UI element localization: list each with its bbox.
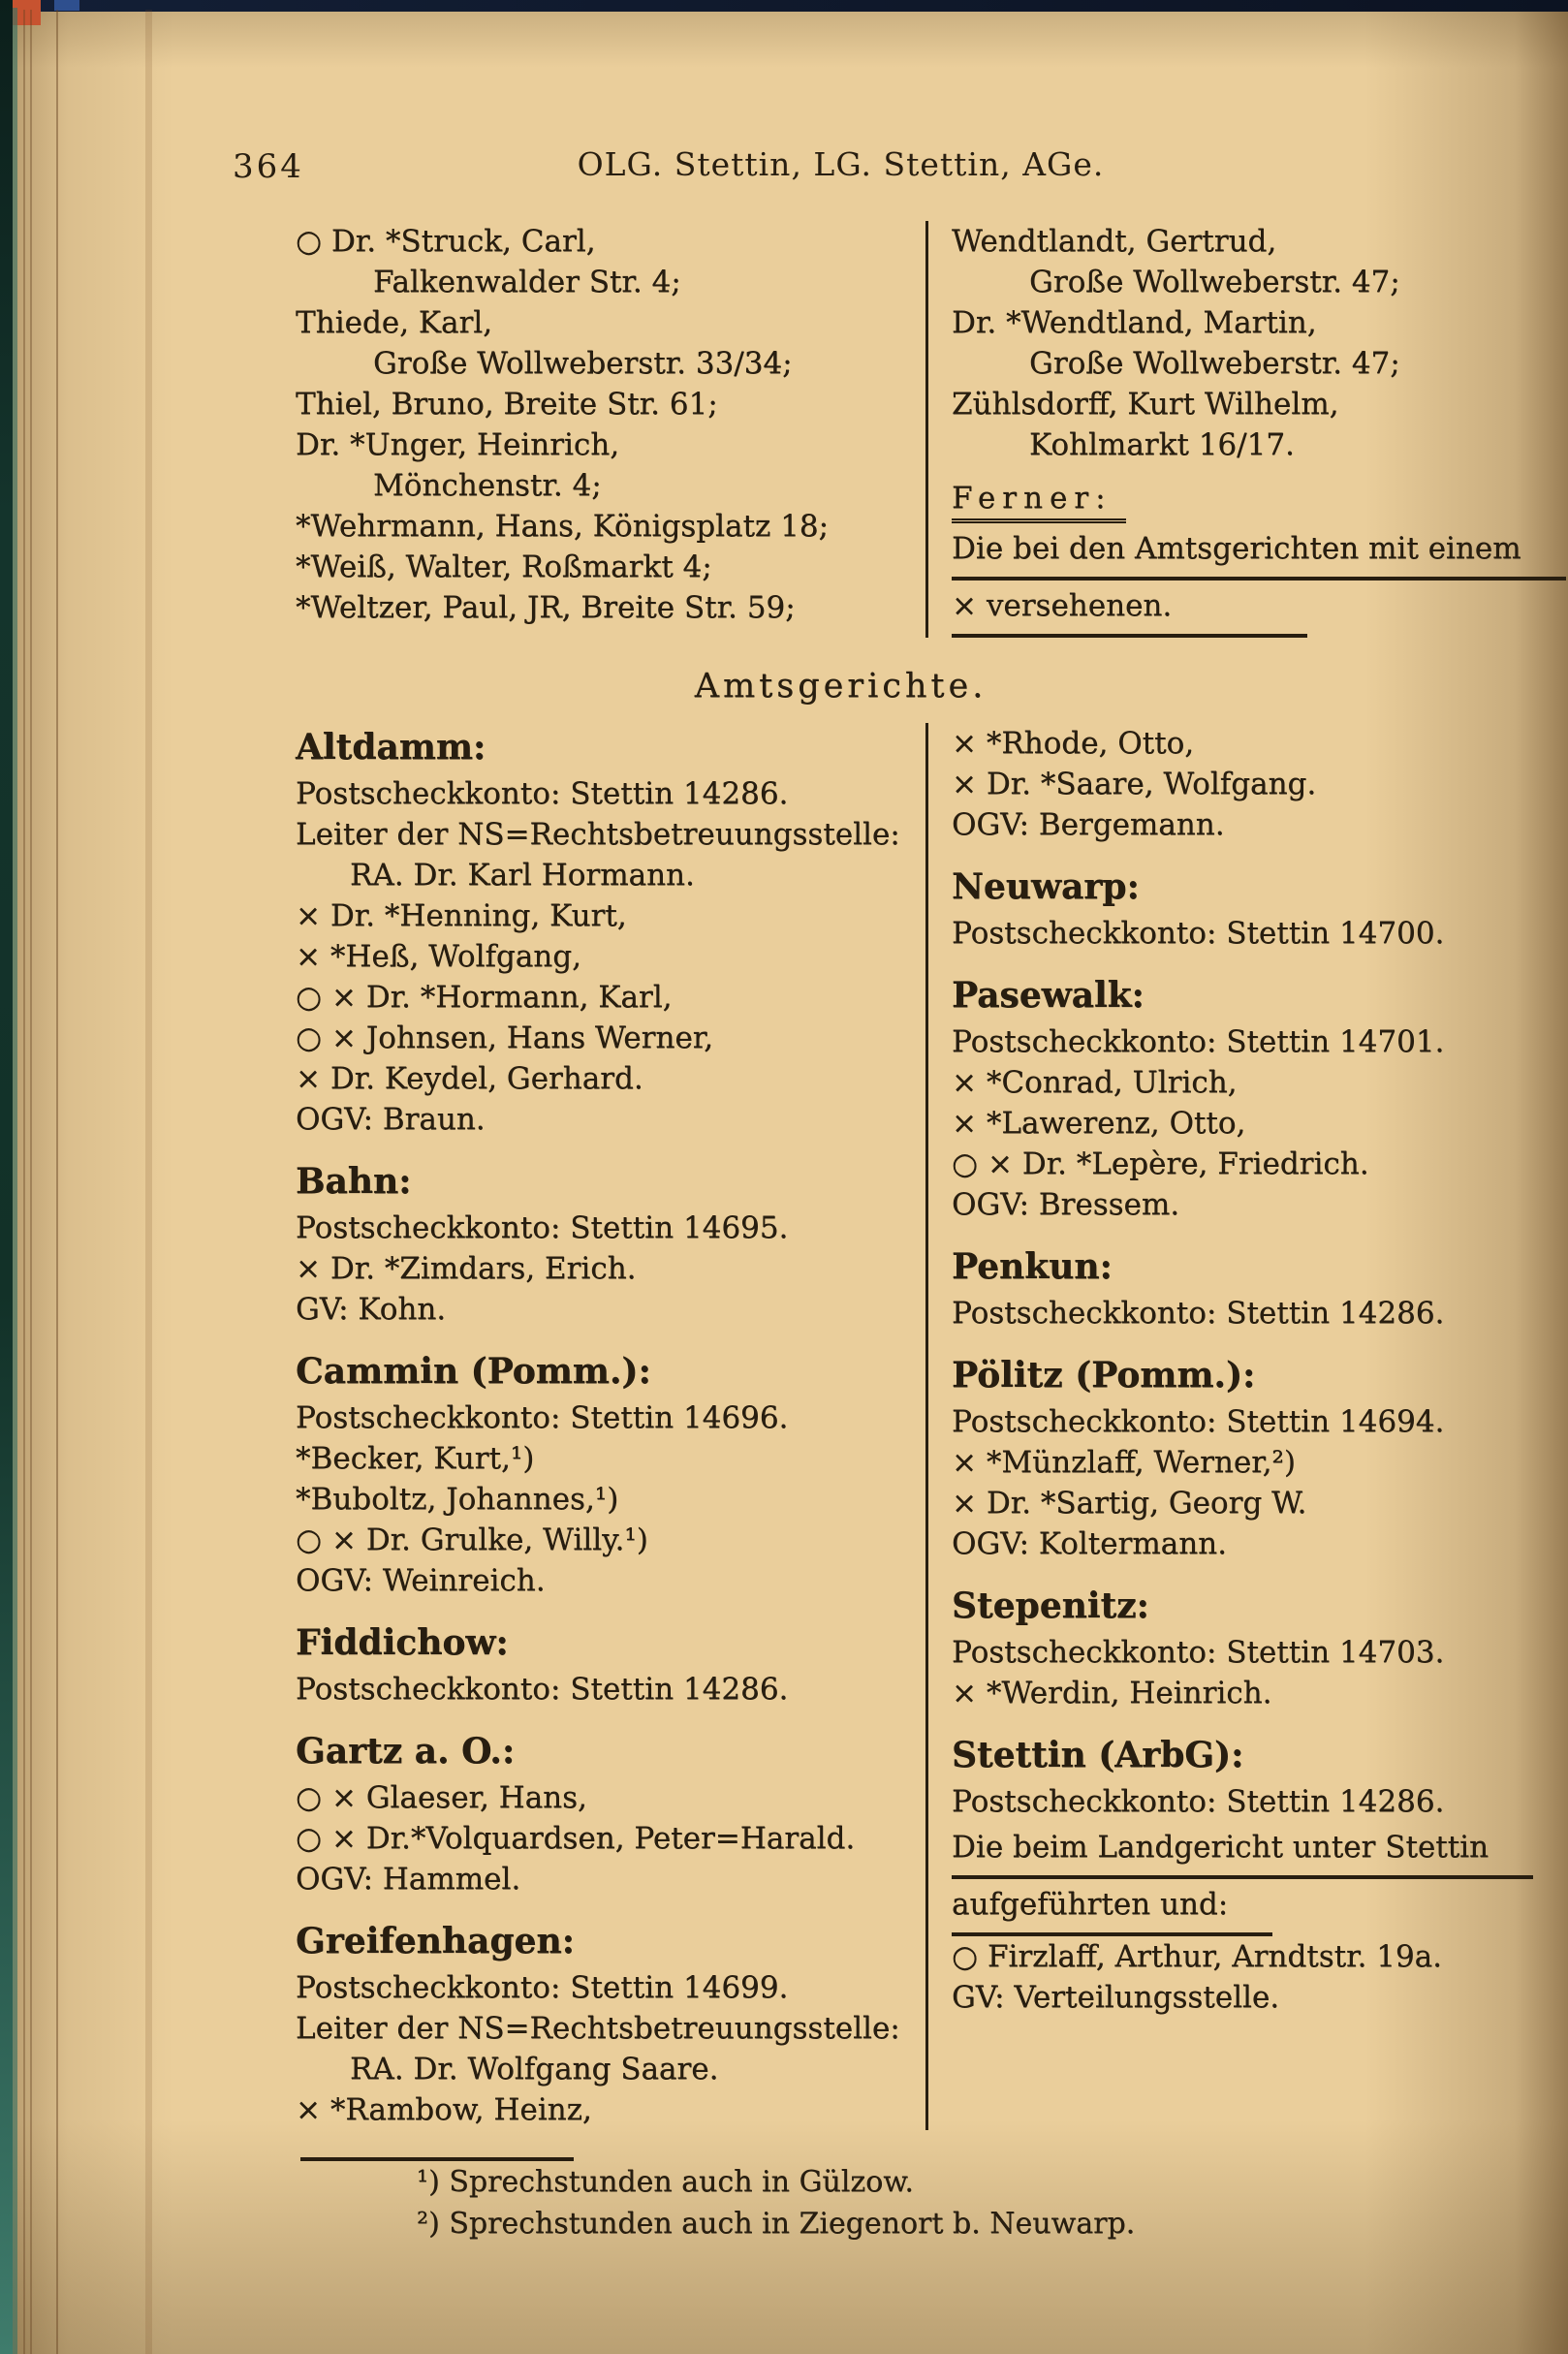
court-title: Neuwarp: xyxy=(952,866,1140,907)
court-line xyxy=(952,1879,1541,1936)
court-line: ○ × Dr. *Lepère, Friedrich. xyxy=(952,1146,1369,1181)
court-line: ○ Firzlaff, Arthur, Arndtstr. 19a. xyxy=(952,1939,1442,1974)
footnote-line: ¹) Sprechstunden auch in Gülzow. xyxy=(417,2165,914,2199)
lawyer-entry: Wendtlandt, Gertrud, xyxy=(952,224,1277,259)
court-section-poelitz xyxy=(952,1353,1541,1564)
note-underlined-text: × versehenen. xyxy=(952,581,1307,638)
lawyer-column-right xyxy=(928,221,1566,638)
book-binding-edge-inner xyxy=(13,8,17,2354)
court-line xyxy=(952,1822,1541,1879)
book-binding-edge xyxy=(0,0,13,2354)
court-section-altdamm xyxy=(296,725,925,1140)
court-line: Postscheckkonto: Stettin 14700. xyxy=(952,916,1445,951)
court-line: × Dr. *Sartig, Georg W. xyxy=(952,1486,1307,1521)
lawyer-entry: *Weltzer, Paul, JR, Breite Str. 59; xyxy=(296,590,796,625)
court-section-continuation xyxy=(952,723,1541,845)
court-title: Gartz a. O.: xyxy=(296,1731,516,1772)
court-line: × *Lawerenz, Otto, xyxy=(952,1106,1246,1141)
court-line: *Buboltz, Johannes,¹) xyxy=(296,1482,619,1517)
court-line: OGV: Braun. xyxy=(296,1102,486,1137)
court-title: Stepenitz: xyxy=(952,1585,1149,1626)
underlined-text: aufgeführten und: xyxy=(952,1879,1272,1936)
lawyer-entry: Thiede, Karl, xyxy=(296,305,493,340)
court-line: OGV: Koltermann. xyxy=(952,1526,1227,1561)
footnote-line: ²) Sprechstunden auch in Ziegenort b. Neuwarp. xyxy=(417,2207,1136,2241)
court-line: Postscheckkonto: Stettin 14703. xyxy=(952,1635,1445,1670)
note-line xyxy=(952,581,1566,638)
court-line: Postscheckkonto: Stettin 14699. xyxy=(296,1970,789,2005)
court-title: Penkun: xyxy=(952,1246,1113,1287)
court-line: GV: Kohn. xyxy=(296,1292,447,1327)
court-line: *Becker, Kurt,¹) xyxy=(296,1441,535,1476)
court-line: ○ × Johnsen, Hans Werner, xyxy=(296,1020,714,1055)
court-line: Postscheckkonto: Stettin 14286. xyxy=(952,1784,1445,1819)
court-section-greifenhagen xyxy=(296,1919,925,2130)
court-line: × Dr. *Saare, Wolfgang. xyxy=(952,767,1317,801)
court-title: Altdamm: xyxy=(296,727,486,768)
court-line: × *Heß, Wolfgang, xyxy=(296,939,581,974)
court-column-right xyxy=(928,723,1541,2130)
court-line: × *Rhode, Otto, xyxy=(952,726,1195,761)
court-line: OGV: Bergemann. xyxy=(952,807,1225,842)
court-line: Postscheckkonto: Stettin 14286. xyxy=(952,1296,1445,1331)
lawyer-address: Große Wollweberstr. 47; xyxy=(1029,346,1400,381)
court-line: OGV: Hammel. xyxy=(296,1862,521,1897)
court-line: ○ × Dr. Grulke, Willy.¹) xyxy=(296,1522,648,1557)
court-title: Fiddichow: xyxy=(296,1622,509,1663)
court-line: ○ × Dr. *Hormann, Karl, xyxy=(296,980,673,1015)
note-line xyxy=(952,523,1566,581)
lawyer-entry: Dr. *Unger, Heinrich, xyxy=(296,427,620,462)
court-section-neuwarp xyxy=(952,864,1541,954)
page-edge-crease xyxy=(145,10,152,2354)
court-line: × *Münzlaff, Werner,²) xyxy=(952,1445,1296,1480)
court-line: × *Conrad, Ulrich, xyxy=(952,1065,1238,1100)
court-line: OGV: Bressem. xyxy=(952,1187,1180,1222)
court-line: Postscheckkonto: Stettin 14286. xyxy=(296,1672,789,1707)
court-line: OGV: Weinreich. xyxy=(296,1563,546,1598)
court-line: ○ × Dr.*Volquardsen, Peter=Harald. xyxy=(296,1821,856,1856)
underlined-text: Die beim Landgericht unter Stettin xyxy=(952,1822,1533,1879)
page-edge-crease xyxy=(56,10,58,2354)
section-heading-amtsgerichte: Amtsgerichte. xyxy=(694,667,988,706)
court-line: Postscheckkonto: Stettin 14696. xyxy=(296,1400,789,1435)
page-edge-crease xyxy=(30,10,32,2354)
note-underlined-text: Die bei den Amtsgerichten mit einem xyxy=(952,523,1566,581)
court-list-columns xyxy=(296,723,1541,2130)
court-title: Pölitz (Pomm.): xyxy=(952,1355,1256,1396)
court-section-fiddichow xyxy=(296,1620,925,1710)
court-line: × Dr. *Zimdars, Erich. xyxy=(296,1251,637,1286)
court-line: Postscheckkonto: Stettin 14695. xyxy=(296,1210,789,1245)
court-line: × *Rambow, Heinz, xyxy=(296,2092,592,2127)
lawyer-address: Mönchenstr. 4; xyxy=(373,468,602,503)
court-title: Pasewalk: xyxy=(952,975,1145,1016)
lawyer-entry: *Weiß, Walter, Roßmarkt 4; xyxy=(296,549,712,584)
court-line: Postscheckkonto: Stettin 14694. xyxy=(952,1404,1445,1439)
court-section-penkun xyxy=(952,1244,1541,1334)
court-section-stepenitz xyxy=(952,1584,1541,1713)
page-header xyxy=(233,145,1541,192)
court-section-pasewalk xyxy=(952,973,1541,1225)
court-line: Leiter der NS=Rechtsbetreuungsstelle: xyxy=(296,817,900,852)
lawyer-list-columns xyxy=(296,221,1541,638)
lawyer-address: Kohlmarkt 16/17. xyxy=(1029,427,1295,462)
court-line: × Dr. *Henning, Kurt, xyxy=(296,898,627,933)
lawyer-entry: ○ Dr. *Struck, Carl, xyxy=(296,224,596,259)
court-line: ○ × Glaeser, Hans, xyxy=(296,1780,587,1815)
court-section-gartz xyxy=(296,1729,925,1899)
lawyer-address: Große Wollweberstr. 47; xyxy=(1029,265,1400,299)
lawyer-address: Große Wollweberstr. 33/34; xyxy=(373,346,793,381)
court-section-cammin xyxy=(296,1349,925,1601)
court-line: × Dr. Keydel, Gerhard. xyxy=(296,1061,643,1096)
lawyer-entry: Zühlsdorff, Kurt Wilhelm, xyxy=(952,387,1339,422)
court-title: Stettin (ArbG): xyxy=(952,1735,1244,1775)
court-section-stettin-arbg xyxy=(952,1733,1541,2018)
lawyer-entry: Dr. *Wendtland, Martin, xyxy=(952,305,1317,340)
note-heading-ferner: Ferner: xyxy=(952,481,1126,523)
court-line: GV: Verteilungsstelle. xyxy=(952,1980,1280,2015)
court-line: Leiter der NS=Rechtsbetreuungsstelle: xyxy=(296,2011,900,2046)
court-line: RA. Dr. Karl Hormann. xyxy=(350,858,695,893)
lawyer-address: Falkenwalder Str. 4; xyxy=(373,265,681,299)
court-line: × *Werdin, Heinrich. xyxy=(952,1676,1272,1711)
page-edge-crease xyxy=(23,10,25,2354)
lawyer-column-left xyxy=(296,221,925,638)
court-title: Bahn: xyxy=(296,1161,412,1202)
lawyer-entry: Thiel, Bruno, Breite Str. 61; xyxy=(296,387,718,422)
page-content xyxy=(233,145,1541,2244)
court-title: Greifenhagen: xyxy=(296,1921,575,1962)
court-line: RA. Dr. Wolfgang Saare. xyxy=(350,2052,719,2087)
page-top-edge xyxy=(0,0,1568,12)
lawyer-entry: *Wehrmann, Hans, Königsplatz 18; xyxy=(296,509,829,544)
page-header-title: OLG. Stettin, LG. Stettin, AGe. xyxy=(577,145,1105,183)
court-line: Postscheckkonto: Stettin 14286. xyxy=(296,776,789,811)
page-number: 364 xyxy=(233,147,304,186)
court-title: Cammin (Pomm.): xyxy=(296,1351,651,1392)
court-line: Postscheckkonto: Stettin 14701. xyxy=(952,1024,1445,1059)
court-section-bahn xyxy=(296,1159,925,1330)
court-column-left xyxy=(296,723,925,2130)
